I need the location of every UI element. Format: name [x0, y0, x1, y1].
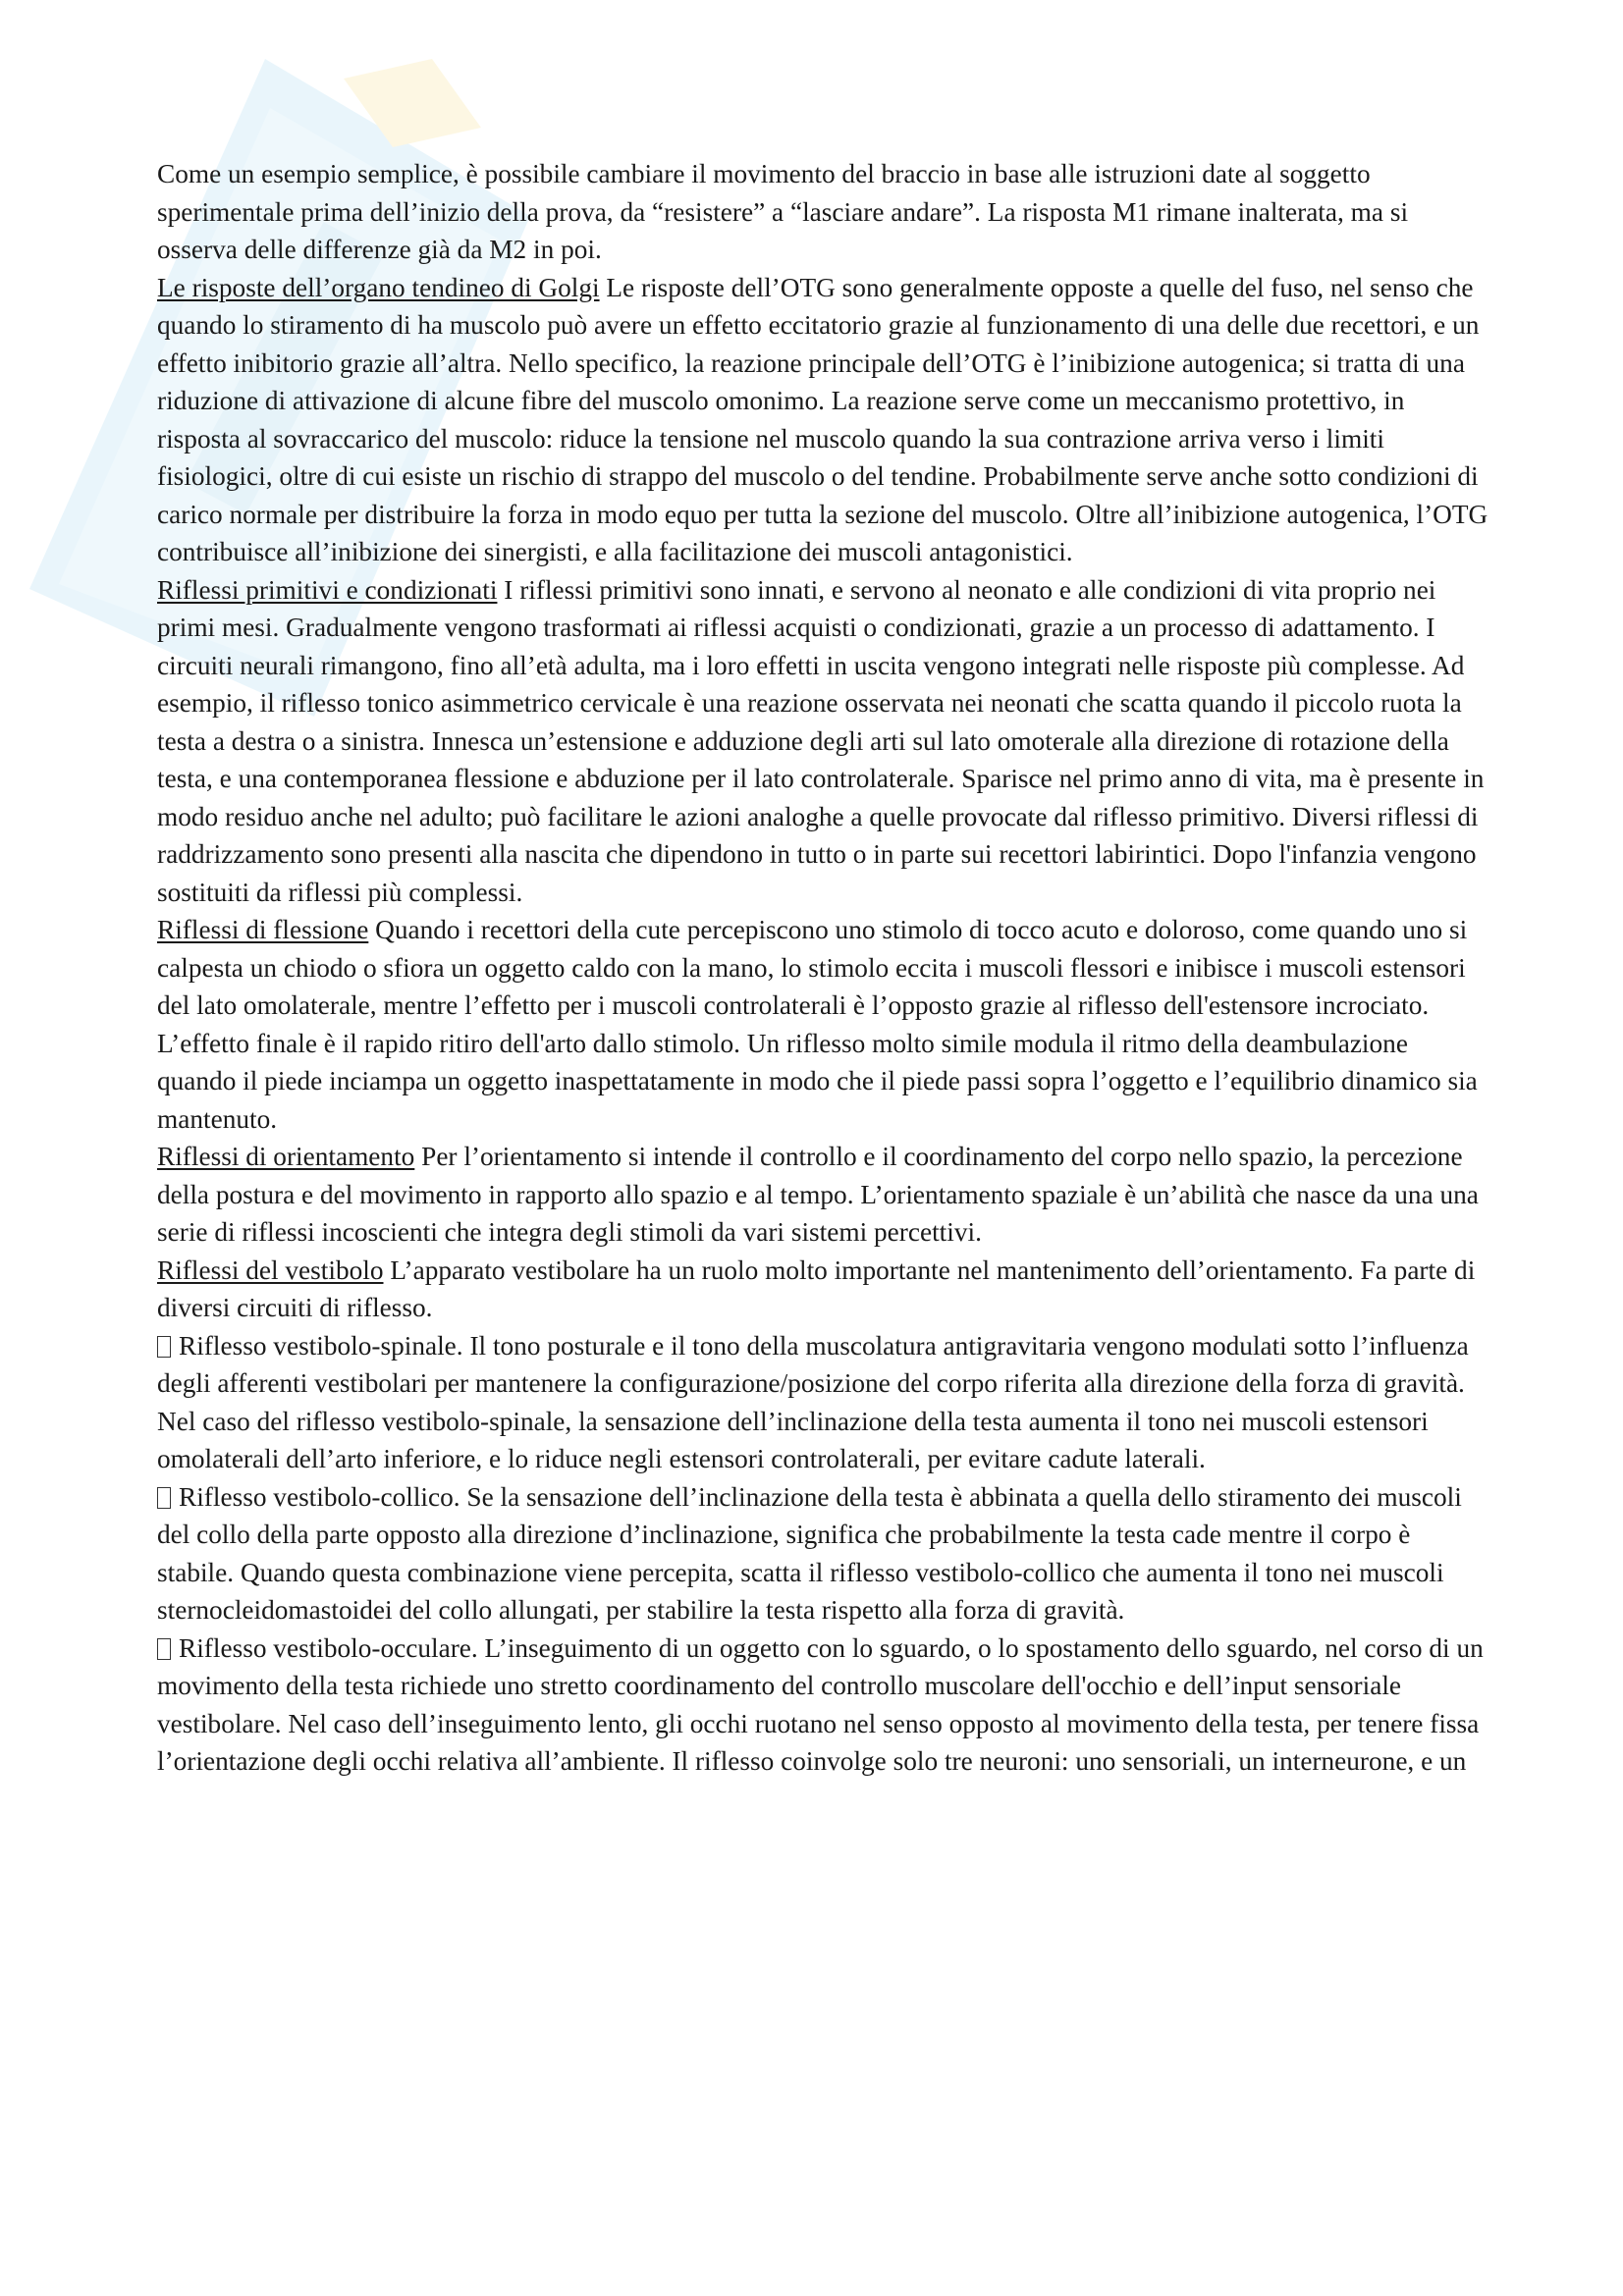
document-body — [157, 155, 1492, 1781]
section-title: Riflessi del vestibolo — [157, 1255, 384, 1285]
list-item — [157, 1629, 1492, 1781]
section-text: Per l’orientamento si intende il controllo e il coordinamento del corpo nello spazio, la percezione della postura e del movimento in rapporto allo spazio e al tempo. L’orientamento spaziale è un’abilità che nasce da una una serie di riflessi incoscienti che integra degli stimoli da vari sistemi percettivi. — [157, 1142, 1479, 1247]
list-item-text: Riflesso vestibolo-spinale. Il tono posturale e il tono della muscolatura antigravitaria vengono modulati sotto l’influenza degli afferenti vestibolari per mantenere la configurazione/posizione del corpo riferita alla direzione della forza di gravità. Nel caso del riflesso vestibolo-spinale, la sensazione dell’inclinazione della testa aumenta il tono nei muscoli estensori omolaterali dell’arto inferiore, e lo riduce negli estensori controlaterali, per evitare cadute laterali. — [157, 1330, 1469, 1473]
bullet-box-icon — [157, 1487, 171, 1509]
bullet-box-icon — [157, 1336, 171, 1358]
bullet-box-icon — [157, 1638, 171, 1660]
section-golgi — [157, 269, 1492, 571]
section-primitive-reflexes — [157, 571, 1492, 912]
section-title: Riflessi primitivi e condizionati — [157, 574, 498, 605]
section-flexion-reflexes — [157, 911, 1492, 1138]
section-title: Riflessi di flessione — [157, 915, 369, 944]
section-orientation-reflexes — [157, 1138, 1492, 1252]
section-title: Riflessi di orientamento — [157, 1142, 415, 1171]
section-text: Le risposte dell’OTG sono generalmente opposte a quelle del fuso, nel senso che quando lo stiramento di ha muscolo può avere un effetto eccitatorio grazie al funzionamento di una delle due recettori, e un effetto inibitorio grazie all’altra. Nello specifico, la reazione principale dell’OTG è l’inibizione autogenica; si tratta di una riduzione di attivazione di alcune fibre del muscolo omonimo. La reazione serve come un meccanismo protettivo, in risposta al sovraccarico del muscolo: riduce la tensione nel muscolo quando la sua contrazione arriva verso i limiti fisiologici, oltre di cui esiste un rischio di strappo del muscolo o del tendine. Probabilmente serve anche sotto condizioni di carico normale per distribuire la forza in modo equo per tutta la sezione del muscolo. Oltre all’inibizione autogenica, l’OTG contribuisce all’inibizione dei sinergisti, e alla facilitazione dei muscoli antagonistici. — [157, 272, 1488, 566]
section-title: Le risposte dell’organo tendineo di Golgi — [157, 272, 600, 302]
section-text: L’apparato vestibolare ha un ruolo molto importante nel mantenimento dell’orientamento. Fa parte di diversi circuiti di riflesso. — [157, 1255, 1476, 1322]
section-text: I riflessi primitivi sono innati, e servono al neonato e alle condizioni di vita proprio nei primi mesi. Gradualmente vengono trasformati ai riflessi acquisti o condizionati, grazie a un processo di adattamento. I circuiti neurali rimangono, fino all’età adulta, ma i loro effetti in uscita vengono integrati nelle risposte più complesse. Ad esempio, il riflesso tonico asimmetrico cervicale è una reazione osservata nei neonati che scatta quando il piccolo ruota la testa a destra o a sinistra. Innesca un’estensione e adduzione degli arti sul lato omoterale alla direzione di rotazione della testa, e una contemporanea flessione e abduzione per il lato controlaterale. Sparisce nel primo anno di vita, ma è presente in modo residuo anche nel adulto; può facilitare le azioni analoghe a quelle provocate dal riflesso primitivo. Diversi riflessi di raddrizzamento sono presenti alla nascita che dipendono in tutto o in parte sui recettori labirintici. Dopo l'infanzia vengono sostituiti da riflessi più complessi. — [157, 574, 1485, 907]
list-item — [157, 1478, 1492, 1629]
section-vestibular-reflexes — [157, 1252, 1492, 1327]
list-item — [157, 1327, 1492, 1478]
list-item-text: Riflesso vestibolo-occulare. L’inseguimento di un oggetto con lo sguardo, o lo spostamento dello sguardo, nel corso di un movimento della testa richiede uno stretto coordinamento del controllo muscolare dell'occhio e dell’input sensoriale vestibolare. Nel caso dell’inseguimento lento, gli occhi ruotano nel senso opposto al movimento della testa, per tenere fissa l’orientazione degli occhi relativa all’ambiente. Il riflesso coinvolge solo tre neuroni: uno sensoriali, un interneurone, e un — [157, 1632, 1484, 1776]
intro-paragraph: Come un esempio semplice, è possibile cambiare il movimento del braccio in base alle istruzioni date al soggetto sperimentale prima dell’inizio della prova, da “resistere” a “lasciare andare”. La risposta M1 rimane inalterata, ma si osserva delle differenze già da M2 in poi. — [157, 159, 1409, 264]
list-item-text: Riflesso vestibolo-collico. Se la sensazione dell’inclinazione della testa è abbinata a quella dello stiramento dei muscoli del collo della parte opposto alla direzione d’inclinazione, significa che probabilmente la testa cade mentre il corpo è stabile. Quando questa combinazione viene percepita, scatta il riflesso vestibolo-collico che aumenta il tono nei muscoli sternocleidomastoidei del collo allungati, per stabilire la testa rispetto alla forza di gravità. — [157, 1481, 1462, 1625]
section-text: Quando i recettori della cute percepiscono uno stimolo di tocco acuto e doloroso, come quando uno si calpesta un chiodo o sfiora un oggetto caldo con la mano, lo stimolo eccita i muscoli flessori e inibisce i muscoli estensori del lato omolaterale, mentre l’effetto per i muscoli controlaterali è l’opposto grazie al riflesso dell'estensore incrociato. L’effetto finale è il rapido ritiro dell'arto dallo stimolo. Un riflesso molto simile modula il ritmo della deambulazione quando il piede inciampa un oggetto inaspettatamente in modo che il piede passi sopra l’oggetto e l’equilibrio dinamico sia mantenuto. — [157, 915, 1478, 1134]
